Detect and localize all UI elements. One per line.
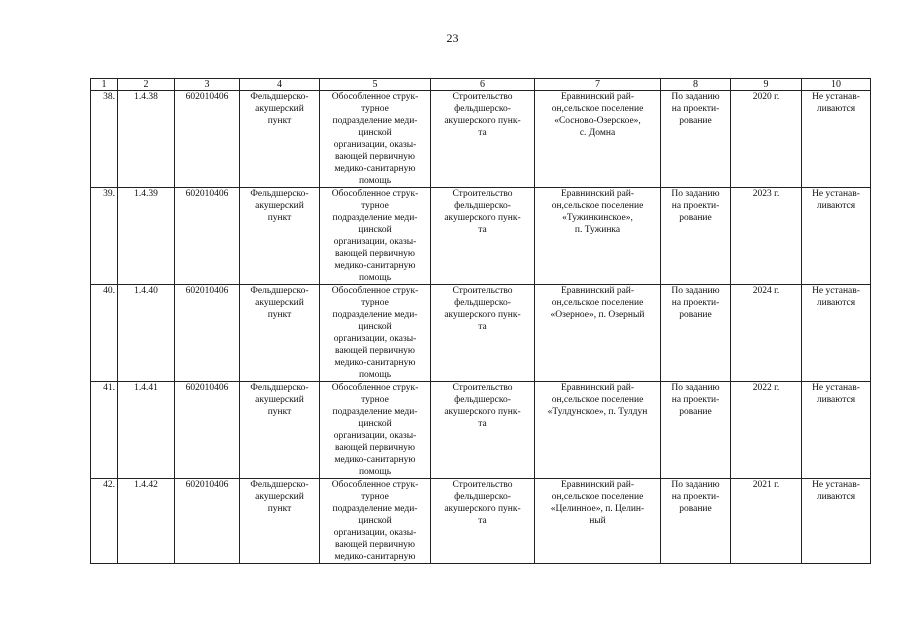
basis-cell: По заданию на проекти- рование [661,91,731,188]
year-cell: 2022 г. [731,382,802,479]
action-cell: Строительство фельдшерско- акушерского пунк- та [431,285,535,382]
zone-cell: Не устанав- ливаются [802,479,871,564]
header-cell: 3 [175,79,240,91]
year-cell: 2023 г. [731,188,802,285]
location-cell: Еравнинский рай- он,сельское поселение «Озерное», п. Озерный [535,285,661,382]
location-cell: Еравнинский рай- он,сельское поселение «Тулдунское», п. Тулдун [535,382,661,479]
basis-cell: По заданию на проекти- рование [661,188,731,285]
header-cell: 10 [802,79,871,91]
table-row [91,91,871,188]
purpose-cell: Обособленное струк- турное подразделение меди- цинской организации, оказы- вающей первичную медико-санитарную помощь [320,91,431,188]
header-row [91,79,871,91]
code-cell: 1.4.40 [118,285,175,382]
row-number-cell: 39. [91,188,118,285]
code-cell: 1.4.38 [118,91,175,188]
code-cell: 1.4.39 [118,188,175,285]
code-cell: 1.4.41 [118,382,175,479]
okpd-code-cell: 602010406 [175,188,240,285]
purpose-cell: Обособленное струк- турное подразделение меди- цинской организации, оказы- вающей первичную медико-санитарную помощь [320,188,431,285]
table-row [91,188,871,285]
header-cell: 9 [731,79,802,91]
location-cell: Еравнинский рай- он,сельское поселение «Целинное», п. Целин- ный [535,479,661,564]
zone-cell: Не устанав- ливаются [802,188,871,285]
purpose-cell: Обособленное струк- турное подразделение меди- цинской организации, оказы- вающей первичную медико-санитарную помощь [320,382,431,479]
okpd-code-cell: 602010406 [175,91,240,188]
row-number-cell: 41. [91,382,118,479]
table-row [91,285,871,382]
okpd-code-cell: 602010406 [175,285,240,382]
okpd-code-cell: 602010406 [175,479,240,564]
header-cell: 1 [91,79,118,91]
year-cell: 2021 г. [731,479,802,564]
row-number-cell: 38. [91,91,118,188]
header-cell: 2 [118,79,175,91]
object-type-cell: Фельдшерско- акушерский пункт [240,479,320,564]
year-cell: 2024 г. [731,285,802,382]
basis-cell: По заданию на проекти- рование [661,382,731,479]
header-cell: 5 [320,79,431,91]
table-row [91,382,871,479]
page-number: 23 [446,31,459,45]
object-type-cell: Фельдшерско- акушерский пункт [240,91,320,188]
object-type-cell: Фельдшерско- акушерский пункт [240,382,320,479]
action-cell: Строительство фельдшерско- акушерского пунк- та [431,382,535,479]
zone-cell: Не устанав- ливаются [802,382,871,479]
action-cell: Строительство фельдшерско- акушерского пунк- та [431,479,535,564]
row-number-cell: 40. [91,285,118,382]
purpose-cell: Обособленное струк- турное подразделение меди- цинской организации, оказы- вающей первичную медико-санитарную [320,479,431,564]
header-cell: 4 [240,79,320,91]
location-cell: Еравнинский рай- он,сельское поселение «Тужинкинское», п. Тужинка [535,188,661,285]
year-cell: 2020 г. [731,91,802,188]
location-cell: Еравнинский рай- он,сельское поселение «Сосново-Озерское», с. Домна [535,91,661,188]
row-number-cell: 42. [91,479,118,564]
zone-cell: Не устанав- ливаются [802,91,871,188]
basis-cell: По заданию на проекти- рование [661,285,731,382]
object-type-cell: Фельдшерско- акушерский пункт [240,285,320,382]
okpd-code-cell: 602010406 [175,382,240,479]
action-cell: Строительство фельдшерско- акушерского пунк- та [431,91,535,188]
header-cell: 8 [661,79,731,91]
purpose-cell: Обособленное струк- турное подразделение меди- цинской организации, оказы- вающей первичную медико-санитарную помощь [320,285,431,382]
table-row [91,479,871,564]
header-cell: 6 [431,79,535,91]
zone-cell: Не устанав- ливаются [802,285,871,382]
code-cell: 1.4.42 [118,479,175,564]
objects-table [90,78,871,564]
object-type-cell: Фельдшерско- акушерский пункт [240,188,320,285]
action-cell: Строительство фельдшерско- акушерского пунк- та [431,188,535,285]
basis-cell: По заданию на проекти- рование [661,479,731,564]
header-cell: 7 [535,79,661,91]
